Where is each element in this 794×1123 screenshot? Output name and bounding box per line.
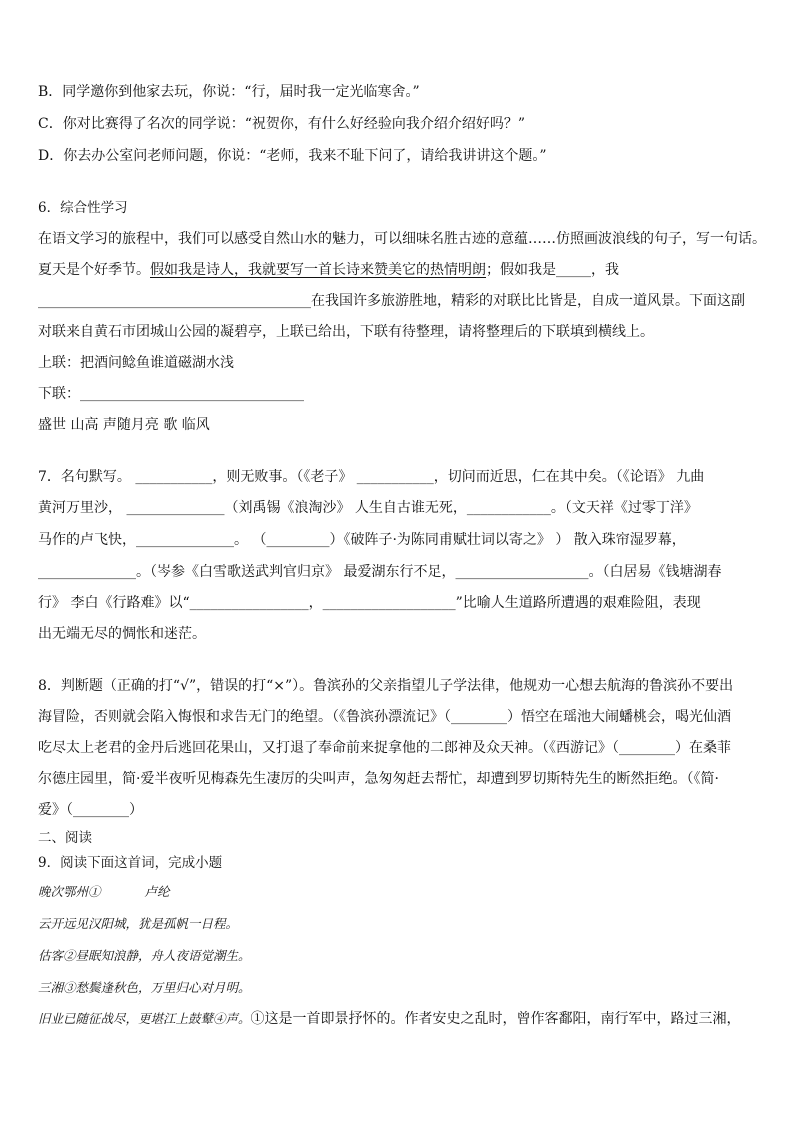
q6-wavy-sentence: 假如我是诗人，我就要写一首长诗来赞美它的热情明朗 bbox=[150, 262, 486, 278]
poem-heading bbox=[38, 882, 170, 902]
q6-line2-suffix: ；假如我是_____，我 bbox=[486, 262, 619, 278]
q7-line3: 马作的卢飞快，______________。 （_________）《破阵子·为陈同甫赋壮词以寄之》 ） 散入珠帘湿罗幕， bbox=[38, 532, 686, 548]
q8-line5: 爱》（________） bbox=[38, 802, 143, 818]
poem-line-4: 旧业已随征战尽，更堪江上鼓鼙④声。 bbox=[38, 1011, 251, 1026]
q6-line2 bbox=[38, 260, 619, 280]
q6-line3 bbox=[38, 291, 745, 311]
q8-line3: 吃尽太上老君的金丹后逃回花果山，又打退了奉命前来捉拿他的二郎神及众天神。（《西游记》（________）在桑菲 bbox=[38, 740, 731, 756]
q6-line3-text: 在我国许多旅游胜地，精彩的对联比比皆是，自成一道风景。下面这副 bbox=[311, 293, 745, 309]
q6-upper-couplet: 上联：把酒问鲶鱼谁道磁湖水浅 bbox=[38, 355, 234, 371]
q8-line2: 海冒险，否则就会陷入悔恨和求告无门的绝望。（《鲁滨孙漂流记》（________）悟空在瑶池大闹蟠桃会，喝光仙酒 bbox=[38, 709, 731, 725]
poem-line-1: 云开远见汉阳城，犹是孤帆一日程。 bbox=[38, 916, 239, 931]
q6-lower-couplet bbox=[38, 384, 304, 404]
option-c: C．你对比赛得了名次的同学说：“祝贺你，有什么好经验向我介绍介绍好吗？” bbox=[38, 116, 526, 132]
option-b: B．同学邀你到他家去玩，你说：“行，届时我一定光临寒舍。” bbox=[38, 84, 420, 100]
section-reading: 二、阅读 bbox=[38, 830, 92, 846]
poem-title: 晚次鄂州① bbox=[38, 884, 101, 899]
q6-lower-label: 下联： bbox=[38, 386, 80, 402]
option-d: D．你去办公室问老师问题，你说：“老师，我来不耻下问了，请给我讲讲这个题。” bbox=[38, 148, 547, 164]
q6-answer-blank[interactable]: _______________________________________ bbox=[38, 293, 311, 309]
poem-line-4-with-note bbox=[38, 1009, 741, 1029]
q8-line4: 尔德庄园里，简·爱半夜听见梅森先生凄厉的尖叫声，急匆匆赶去帮忙，却遭到罗切斯特先生的断然拒绝。（《简· bbox=[38, 771, 719, 787]
q9-title: 9．阅读下面这首词，完成小题 bbox=[38, 855, 223, 871]
q7-line5: 行》 李白《行路难》以“_________________，___________________”比喻人生道路所遭遇的艰难险阻，表现 bbox=[38, 595, 701, 611]
q7-line1: 7．名句默写。 ___________，则无败事。（《老子》 ___________，切问而近思，仁在其中矣。（《论语》 九曲 bbox=[38, 469, 705, 485]
q6-word-bank: 盛世 山高 声随月亮 歌 临风 bbox=[38, 417, 210, 433]
q6-line4: 对联来自黄石市团城山公园的凝碧亭，上联已给出，下联有待整理，请将整理后的下联填到横线上。 bbox=[38, 324, 654, 340]
q7-line2: 黄河万里沙， ______________（刘禹锡《浪淘沙》 人生自古谁无死，____________。（文天祥《过零丁洋》 bbox=[38, 500, 698, 516]
q6-line2-prefix: 夏天是个好季节。 bbox=[38, 262, 150, 278]
q6-line1: 在语文学习的旅程中，我们可以感受自然山水的魅力，可以细味名胜古迹的意蕴……仿照画波浪线的句子，写一句话。 bbox=[38, 231, 766, 247]
q6-title: 6．综合性学习 bbox=[38, 200, 128, 216]
q7-line6: 出无端无尽的惆怅和迷茫。 bbox=[38, 626, 206, 642]
q7-line4: ______________。（岑参《白雪歌送武判官归京》 最爱湖东行不足，___________________。（白居易《钱塘湖春 bbox=[38, 564, 722, 580]
poem-note: ①这是一首即景抒怀的。作者安史之乱时，曾作客鄱阳，南行军中，路过三湘， bbox=[250, 1011, 741, 1027]
poem-line-2: 估客②昼眠知浪静，舟人夜语觉潮生。 bbox=[38, 948, 251, 963]
poem-author: 卢纶 bbox=[144, 884, 170, 899]
q6-lower-blank[interactable]: ________________________________ bbox=[80, 386, 304, 402]
poem-line-3: 三湘③愁鬓逢秋色，万里归心对月明。 bbox=[38, 980, 251, 995]
q8-line1: 8．判断题（正确的打“√”，错误的打“×”）。鲁滨孙的父亲指望儿子学法律，他规劝一心想去航海的鲁滨孙不要出 bbox=[38, 678, 734, 694]
